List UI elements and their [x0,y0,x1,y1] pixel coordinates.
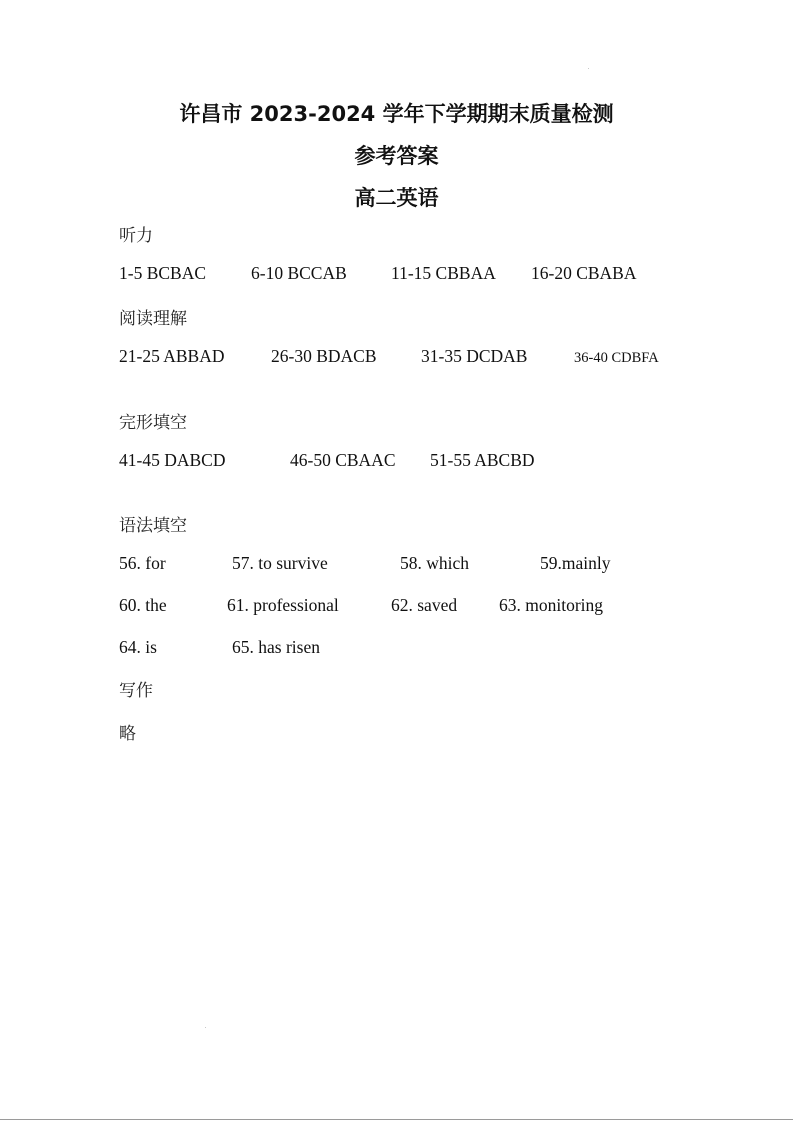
grammar-answer: 60. the [119,595,167,615]
grammar-answer: 59.mainly [540,553,611,573]
subject-heading: 高二英语 [354,186,439,210]
answer-group: 51-55 ABCBD [430,450,535,470]
answer-group: 41-45 DABCD [119,450,226,470]
grammar-answer: 56. for [119,553,166,573]
section-label-writing: 写作 [119,681,153,701]
scan-speck [588,68,589,69]
grammar-answer: 65. has risen [232,637,320,657]
section-label-cloze: 完形填空 [119,413,187,433]
page-title: 许昌市 2023-2024 学年下学期期末质量检测 [179,102,614,126]
answer-key-heading: 参考答案 [354,144,439,168]
answer-group: 21-25 ABBAD [119,346,225,366]
answer-group: 6-10 BCCAB [251,263,347,283]
answer-group: 36-40 CDBFA [574,350,659,366]
answer-group: 16-20 CBABA [531,263,637,283]
grammar-answer: 63. monitoring [499,595,604,615]
grammar-answer: 64. is [119,637,157,657]
section-label-listening: 听力 [119,226,153,246]
writing-answer: 略 [119,724,136,744]
grammar-answer: 57. to survive [232,553,328,573]
answer-group: 26-30 BDACB [271,346,377,366]
answer-group: 31-35 DCDAB [421,346,528,366]
grammar-answer: 58. which [400,553,470,573]
answer-group: 1-5 BCBAC [119,263,207,283]
section-label-reading: 阅读理解 [119,309,187,329]
grammar-answer: 62. saved [391,595,458,615]
section-label-grammar: 语法填空 [119,516,187,536]
answer-group: 11-15 CBBAA [391,263,496,283]
answer-group: 46-50 CBAAC [290,450,396,470]
grammar-answer: 61. professional [227,595,339,615]
scan-speck [205,1027,206,1028]
page-bottom-rule [0,1119,793,1120]
